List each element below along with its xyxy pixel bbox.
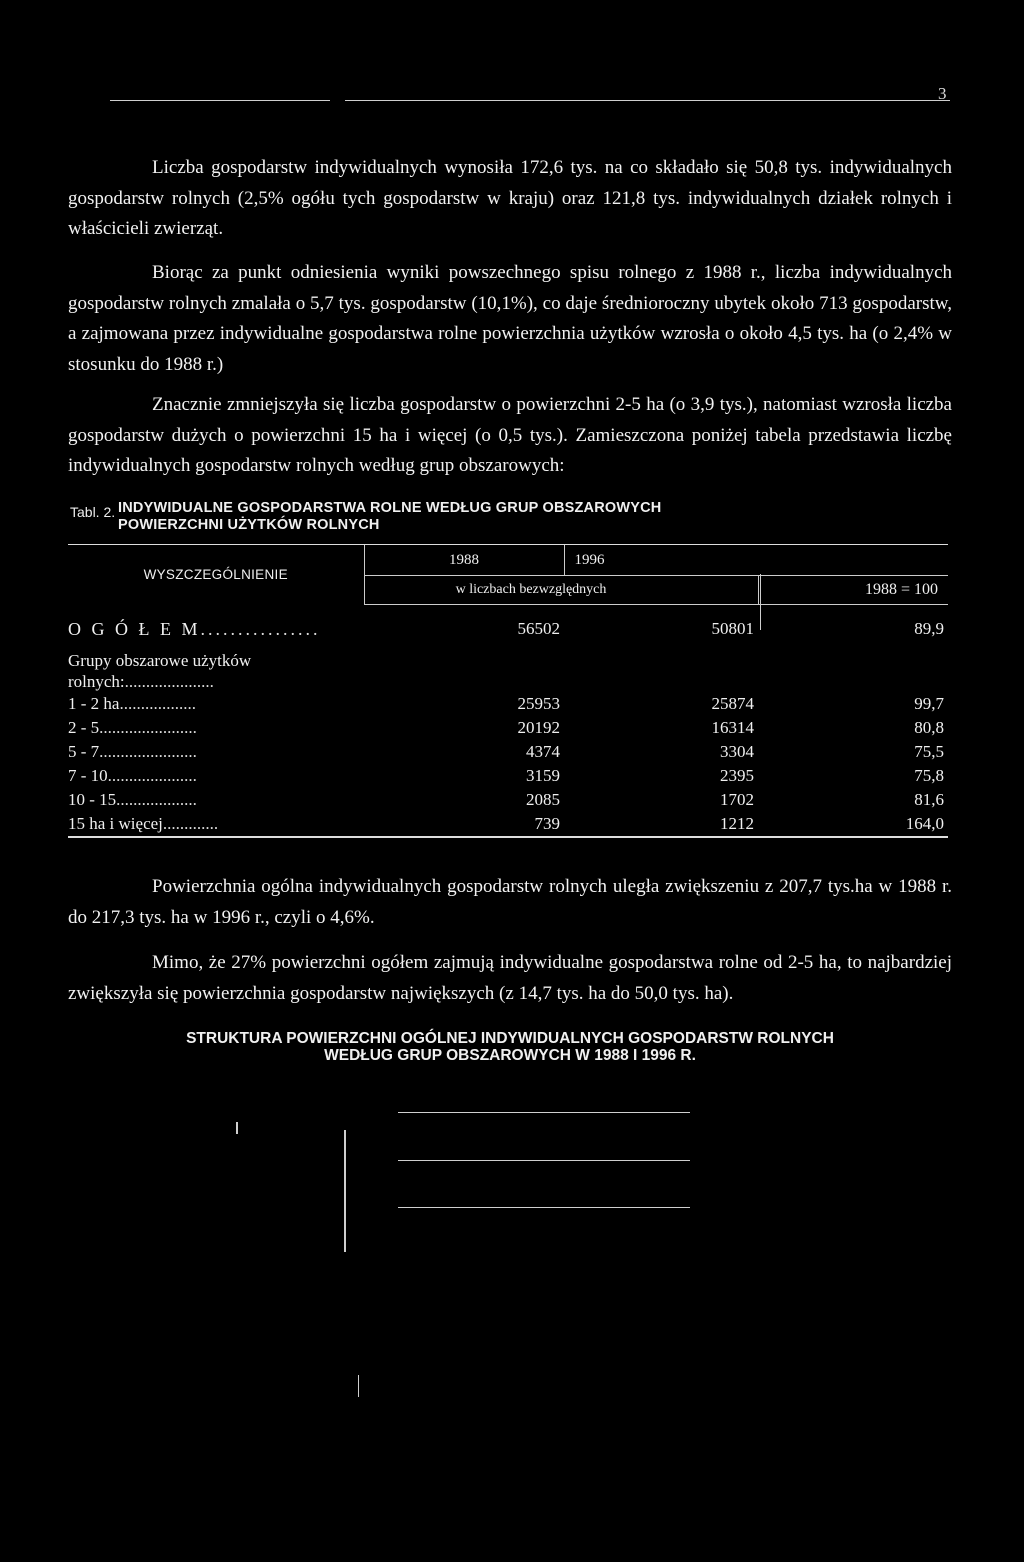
header-rule-left [110,100,330,101]
column-header-year-1988: 1988 [364,545,564,576]
table-row [68,788,948,812]
cell-index: 164,0 [758,812,948,837]
table-row [68,740,948,764]
cell-1988: 3159 [526,765,560,785]
table-row [68,764,948,788]
header-rule-right [345,100,950,101]
chart-fragment-line [236,1122,238,1134]
cell-1996: 2395 [720,765,754,785]
cell-1996: 50801 [711,619,754,639]
cell-index: 75,5 [914,741,944,761]
cell-1996: 3304 [720,741,754,761]
paragraph-2: Biorąc za punkt odniesienia wyniki powszechnego spisu rolnego z 1988 r., liczba indywidualnych gospodarstw rolnych zmalała o 5,7 tys. gospodarstw (10,1%), co daje średnioroczny ubytek około 713 gospodarstw, a zajmowana przez indywidualne gospodarstwa rolne powierzchnia użytków wzrosła o około 4,5 tys. ha (o 2,4% w stosunku do 1988 r.) [68,262,952,375]
chart-fragment-line [358,1375,359,1397]
group-heading-line-2: rolnych: [68,671,125,691]
column-header-label: WYSZCZEGÓLNIENIE [68,545,364,605]
cell-1988: 25953 [517,693,560,713]
table-row [68,716,948,740]
table-row-group-heading [68,640,948,692]
paragraph-3: Znacznie zmniejszyła się liczba gospodarstw o powierzchni 2-5 ha (o 3,9 tys.), natomiast wzrosła liczba gospodarstw dużych o powierzchni 15 ha i więcej (o 0,5 tys.). Zamieszczona poniżej tabela przedstawia liczbę indywidualnych gospodarstw rolnych według grup obszarowych: [68,394,952,476]
cell-1996: 16314 [711,717,754,737]
row-label: 5 - 7....................... [68,741,197,761]
row-label: O G Ó Ł E M................ [68,618,321,639]
row-label: 7 - 10..................... [68,765,197,785]
row-label: 15 ha i więcej............. [68,812,364,837]
chart-fragment-line [398,1160,690,1161]
cell-1988: 2085 [526,789,560,809]
table-caption-line-2: POWIERZCHNI UŻYTKÓW ROLNYCH [118,517,380,533]
row-label: 2 - 5....................... [68,717,197,737]
cell-1996: 1212 [564,812,758,837]
column-header-index: 1988 = 100 [758,576,948,605]
cell-1996: 25874 [711,693,754,713]
cell-index: 81,6 [914,789,944,809]
column-header-absolute: w liczbach bezwzględnych [364,576,758,605]
cell-1988: 20192 [517,717,560,737]
table-row [68,692,948,716]
group-heading-line-1: Grupy obszarowe użytków [68,650,252,670]
table-caption-line-1: INDYWIDUALNE GOSPODARSTWA ROLNE WEDŁUG GRUP OBSZAROWYCH [118,500,662,516]
table-row-total [68,605,948,640]
column-header-year-1996: 1996 [564,545,948,576]
cell-index: 75,8 [914,765,944,785]
chart-heading-line-1: STRUKTURA POWIERZCHNI OGÓLNEJ INDYWIDUALNYCH GOSPODARSTW ROLNYCH [186,1030,834,1047]
chart-fragment-line [398,1112,690,1113]
data-table [68,544,948,838]
cell-1996: 1702 [720,789,754,809]
cell-1988: 4374 [526,741,560,761]
chart-heading [90,1030,930,1064]
page-number: 3 [938,84,947,103]
paragraph-1: Liczba gospodarstw indywidualnych wynosiła 172,6 tys. na co składało się 50,8 tys. indywidualnych gospodarstw rolnych (2,5% ogółu tych gospodarstw w kraju) oraz 121,8 tys. indywidualnych działek rolnych i właścicieli zwierząt. [68,157,952,239]
chart-heading-line-2: WEDŁUG GRUP OBSZAROWYCH W 1988 I 1996 R. [324,1047,696,1064]
header-separator [760,574,761,630]
paragraph-4: Powierzchnia ogólna indywidualnych gospodarstw rolnych uległa zwiększeniu z 207,7 tys.ha w 1988 r. do 217,3 tys. ha w 1996 r., czyli o 4,6%. [68,876,952,928]
row-label: 1 - 2 ha.................. [68,693,196,713]
paragraph-5: Mimo, że 27% powierzchni ogółem zajmują indywidualne gospodarstwa rolne od 2-5 ha, to najbardziej zwiększyła się powierzchnia gospodarstw największych (z 14,7 tys. ha do 50,0 tys. ha). [68,952,952,1004]
cell-index: 99,7 [914,693,944,713]
chart-fragment-line [398,1207,690,1208]
cell-1988: 56502 [517,619,560,639]
table-caption-prefix: Tabl. 2. [70,504,116,520]
table-caption-title [118,500,661,534]
cell-1988: 739 [364,812,564,837]
row-label: 10 - 15................... [68,789,197,809]
table-row [68,812,948,837]
chart-fragment-line [344,1130,346,1252]
group-heading: Grupy obszarowe użytków rolnych:..................... [68,640,364,692]
cell-index: 80,8 [914,717,944,737]
cell-index: 89,9 [914,619,944,639]
